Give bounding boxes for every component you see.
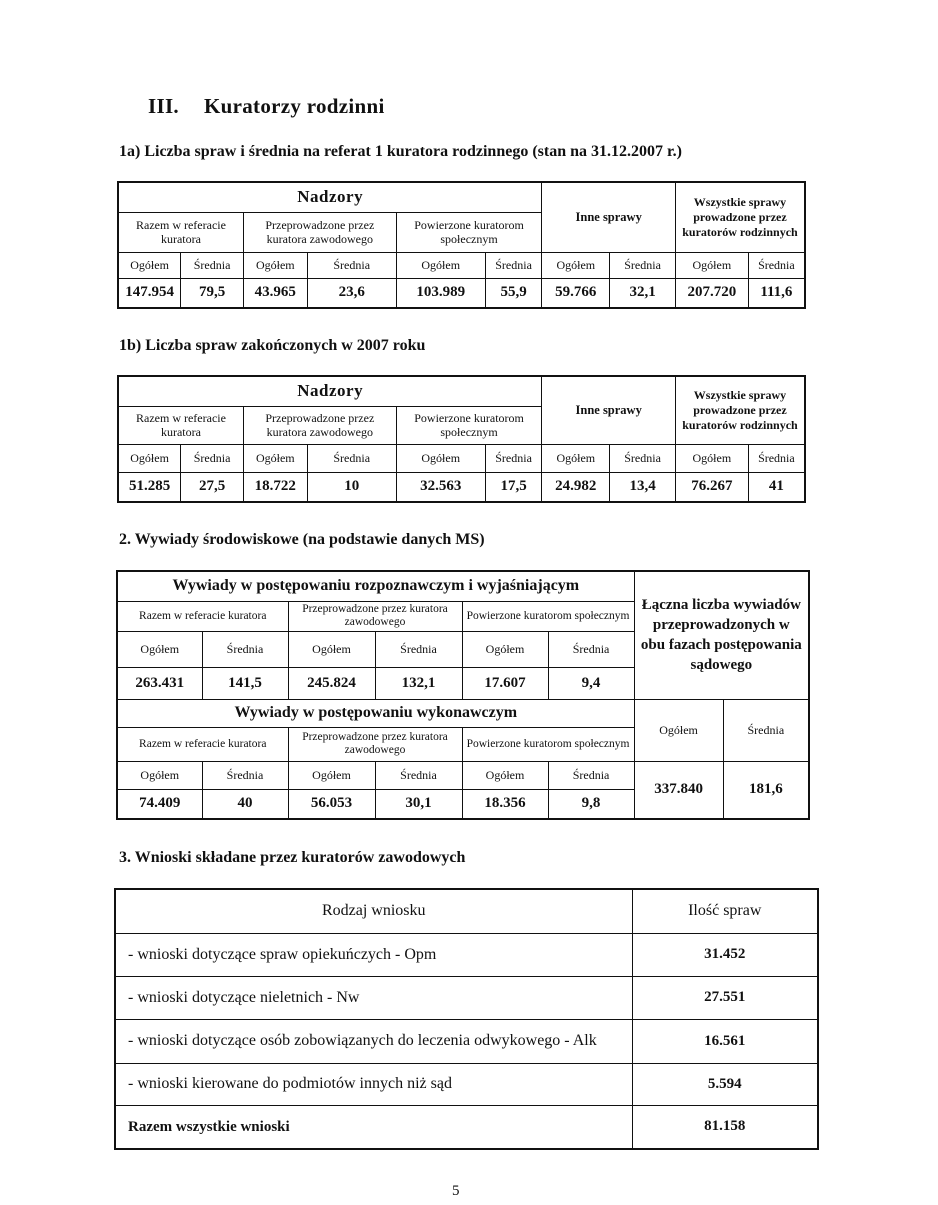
col-header: Ogółem <box>288 761 375 789</box>
table-cell: 43.965 <box>243 278 307 308</box>
table-row-label: - wnioski dotyczące osób zobowiązanych do leczenia odwykowego - Alk <box>115 1019 632 1063</box>
nadzory-header: Nadzory <box>118 182 542 212</box>
table-2 <box>116 570 810 820</box>
table-cell: 111,6 <box>748 278 805 308</box>
col-header: Średnia <box>307 252 396 278</box>
col-header-ilosc: Ilość spraw <box>632 889 818 933</box>
col-header: Średnia <box>375 761 462 789</box>
table-cell: 56.053 <box>288 789 375 819</box>
table-row-value: 5.594 <box>632 1063 818 1105</box>
table-cell: 17.607 <box>462 667 548 699</box>
powierzone-header: Powierzone kuratorom społecznym <box>396 406 542 444</box>
table-cell: 79,5 <box>181 278 244 308</box>
section-1a-title: 1a) Liczba spraw i średnia na referat 1 kuratora rodzinnego (stan na 31.12.2007 r.) <box>119 143 682 160</box>
col-header: Ogółem <box>243 252 307 278</box>
col-header: Średnia <box>307 444 396 472</box>
przeprowadzone-header: Przeprowadzone przez kuratora zawodowego <box>243 406 396 444</box>
col-header: Średnia <box>485 444 542 472</box>
table-cell: 27,5 <box>181 472 244 502</box>
table-cell: 32,1 <box>610 278 676 308</box>
table-cell: 9,4 <box>548 667 634 699</box>
col-header: Średnia <box>181 252 244 278</box>
table-cell: 263.431 <box>117 667 202 699</box>
col-header: Ogółem <box>675 252 748 278</box>
col-header: Średnia <box>610 252 676 278</box>
col-header: Średnia <box>748 444 805 472</box>
razem-header: Razem w referacie kuratora <box>118 406 243 444</box>
table-1b <box>117 375 806 503</box>
table-1a <box>117 181 806 309</box>
table-cell: 141,5 <box>202 667 288 699</box>
total-ogolem: 337.840 <box>634 761 723 819</box>
total-srednia: 181,6 <box>723 761 809 819</box>
col-header: Ogółem <box>118 444 181 472</box>
col-header: Ogółem <box>396 252 485 278</box>
table-cell: 55,9 <box>485 278 542 308</box>
table-cell: 40 <box>202 789 288 819</box>
section-2-title: 2. Wywiady środowiskowe (na podstawie danych MS) <box>119 531 485 548</box>
table-cell: 103.989 <box>396 278 485 308</box>
table-cell: 23,6 <box>307 278 396 308</box>
nadzory-header: Nadzory <box>118 376 542 406</box>
table-cell: 17,5 <box>485 472 542 502</box>
table-cell: 245.824 <box>288 667 375 699</box>
section-3-title: 3. Wnioski składane przez kuratorów zawodowych <box>119 849 466 866</box>
table-cell: 30,1 <box>375 789 462 819</box>
rozpoznawcze-header: Wywiady w postępowaniu rozpoznawczym i wyjaśniającym <box>117 571 634 601</box>
col-header: Ogółem <box>462 761 548 789</box>
table-row-label: - wnioski dotyczące spraw opiekuńczych - Opm <box>115 933 632 976</box>
total-row-value: 81.158 <box>632 1105 818 1149</box>
table-row-label: - wnioski dotyczące nieletnich - Nw <box>115 976 632 1019</box>
table-cell: 24.982 <box>542 472 610 502</box>
col-header: Średnia <box>181 444 244 472</box>
col-header: Średnia <box>610 444 676 472</box>
page-number: 5 <box>452 1183 460 1199</box>
table-cell: 74.409 <box>117 789 202 819</box>
powierzone-header: Powierzone kuratorom społecznym <box>462 727 634 761</box>
col-header: Średnia <box>202 761 288 789</box>
table-cell: 10 <box>307 472 396 502</box>
col-header: Ogółem <box>118 252 181 278</box>
razem-header: Razem w referacie kuratora <box>117 727 288 761</box>
table-cell: 147.954 <box>118 278 181 308</box>
col-header: Ogółem <box>634 699 723 761</box>
col-header: Średnia <box>548 761 634 789</box>
table-cell: 207.720 <box>675 278 748 308</box>
total-row-label: Razem wszystkie wnioski <box>115 1105 632 1149</box>
table-cell: 132,1 <box>375 667 462 699</box>
table-row-label: - wnioski kierowane do podmiotów innych niż sąd <box>115 1063 632 1105</box>
col-header: Średnia <box>723 699 809 761</box>
col-header: Średnia <box>375 631 462 667</box>
col-header: Ogółem <box>542 252 610 278</box>
table-3 <box>114 888 819 1150</box>
col-header: Średnia <box>748 252 805 278</box>
col-header-rodzaj: Rodzaj wniosku <box>115 889 632 933</box>
col-header: Ogółem <box>117 761 202 789</box>
col-header: Ogółem <box>542 444 610 472</box>
inne-sprawy-header: Inne sprawy <box>542 182 676 252</box>
przeprowadzone-header: Przeprowadzone przez kuratora zawodowego <box>288 601 462 631</box>
chapter-heading: III. Kuratorzy rodzinni <box>148 94 385 118</box>
przeprowadzone-header: Przeprowadzone przez kuratora zawodowego <box>288 727 462 761</box>
razem-header: Razem w referacie kuratora <box>117 601 288 631</box>
col-header: Ogółem <box>396 444 485 472</box>
col-header: Ogółem <box>117 631 202 667</box>
table-cell: 13,4 <box>610 472 676 502</box>
wszystkie-sprawy-header: Wszystkie sprawy prowadzone przez kuratorów rodzinnych <box>675 182 805 252</box>
inne-sprawy-header: Inne sprawy <box>542 376 676 444</box>
przeprowadzone-header: Przeprowadzone przez kuratora zawodowego <box>243 212 396 252</box>
table-cell: 51.285 <box>118 472 181 502</box>
laczna-header: Łączna liczba wywiadów przeprowadzonych w obu fazach postępowania sądowego <box>634 571 809 699</box>
table-cell: 9,8 <box>548 789 634 819</box>
table-row-value: 27.551 <box>632 976 818 1019</box>
wszystkie-sprawy-header: Wszystkie sprawy prowadzone przez kuratorów rodzinnych <box>675 376 805 444</box>
table-cell: 18.722 <box>243 472 307 502</box>
table-cell: 41 <box>748 472 805 502</box>
col-header: Średnia <box>485 252 542 278</box>
powierzone-header: Powierzone kuratorom społecznym <box>396 212 542 252</box>
table-cell: 76.267 <box>675 472 748 502</box>
col-header: Średnia <box>548 631 634 667</box>
col-header: Ogółem <box>675 444 748 472</box>
table-cell: 59.766 <box>542 278 610 308</box>
table-cell: 32.563 <box>396 472 485 502</box>
col-header: Ogółem <box>288 631 375 667</box>
razem-header: Razem w referacie kuratora <box>118 212 243 252</box>
powierzone-header: Powierzone kuratorom społecznym <box>462 601 634 631</box>
table-cell: 18.356 <box>462 789 548 819</box>
col-header: Średnia <box>202 631 288 667</box>
table-row-value: 31.452 <box>632 933 818 976</box>
wykonawcze-header: Wywiady w postępowaniu wykonawczym <box>117 699 634 727</box>
col-header: Ogółem <box>462 631 548 667</box>
col-header: Ogółem <box>243 444 307 472</box>
section-1b-title: 1b) Liczba spraw zakończonych w 2007 roku <box>119 337 426 354</box>
table-row-value: 16.561 <box>632 1019 818 1063</box>
